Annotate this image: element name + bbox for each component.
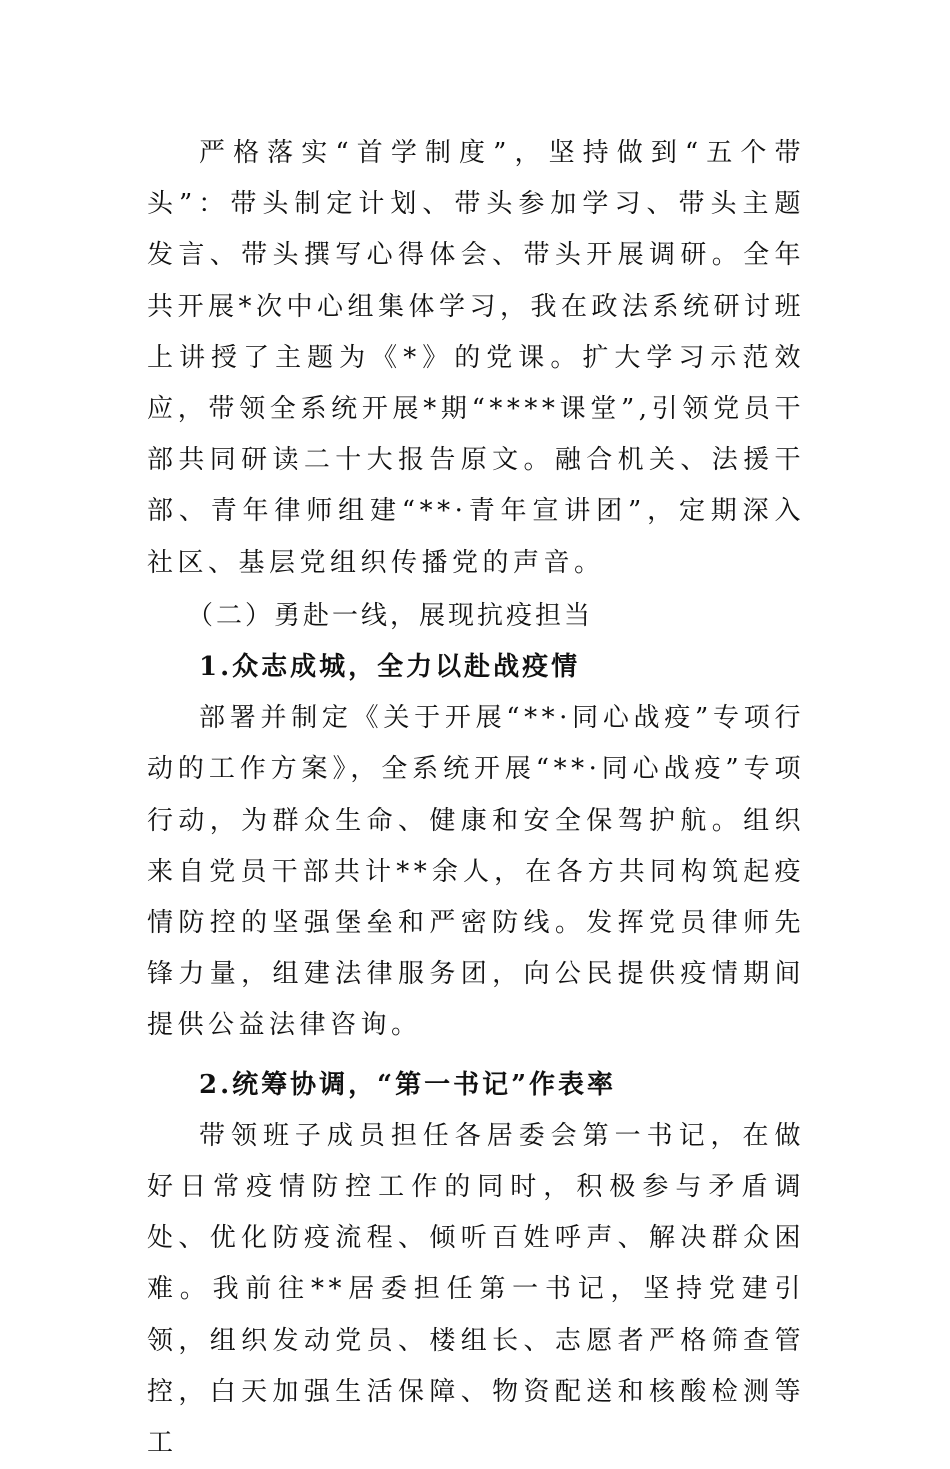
spacer (147, 1052, 805, 1060)
subsection-1-heading: 1.众志成城，全力以赴战疫情 (199, 652, 581, 683)
subsection-2-heading: 2.统筹协调，“第一书记”作表率 (199, 1069, 617, 1100)
document-page (147, 128, 805, 1469)
intro-paragraph: 严格落实“首学制度”，坚持做到“五个带头”：带头制定计划、带头参加学习、带头主题发言、带头撰写心得体会、带头开展调研。全年共开展*次中心组集体学习，我在政法系统研讨班上讲授了主题为《*》的党课。扩大学习示范效应，带领全系统开展*期“****课堂”,引领党员干部共同研读二十大报告原文。融合机关、法援干部、青年律师组建“**·青年宣讲团”，定期深入社区、基层党组织传播党的声音。 (147, 138, 806, 578)
subsection-1-body: 部署并制定《关于开展“**·同心战疫”专项行动的工作方案》，全系统开展“**·同心战疫”专项行动，为群众生命、健康和安全保驾护航。组织来自党员干部共计**余人，在各方共同构筑起疫情防控的坚强堡垒和严密防线。发挥党员律师先锋力量，组建法律服务团，向公民提供疫情期间提供公益法律咨询。 (147, 703, 805, 1041)
subsection-2-body: 带领班子成员担任各居委会第一书记，在做好日常疫情防控工作的同时，积极参与矛盾调处、优化防疫流程、倾听百姓呼声、解决群众困难。我前往**居委担任第一书记，坚持党建引领，组织发动党员、楼组长、志愿者严格筛查管控，白天加强生活保障、物资配送和核酸检测等工 (147, 1120, 805, 1459)
section-heading-2: （二）勇赴一线，展现抗疫担当 (187, 600, 594, 631)
